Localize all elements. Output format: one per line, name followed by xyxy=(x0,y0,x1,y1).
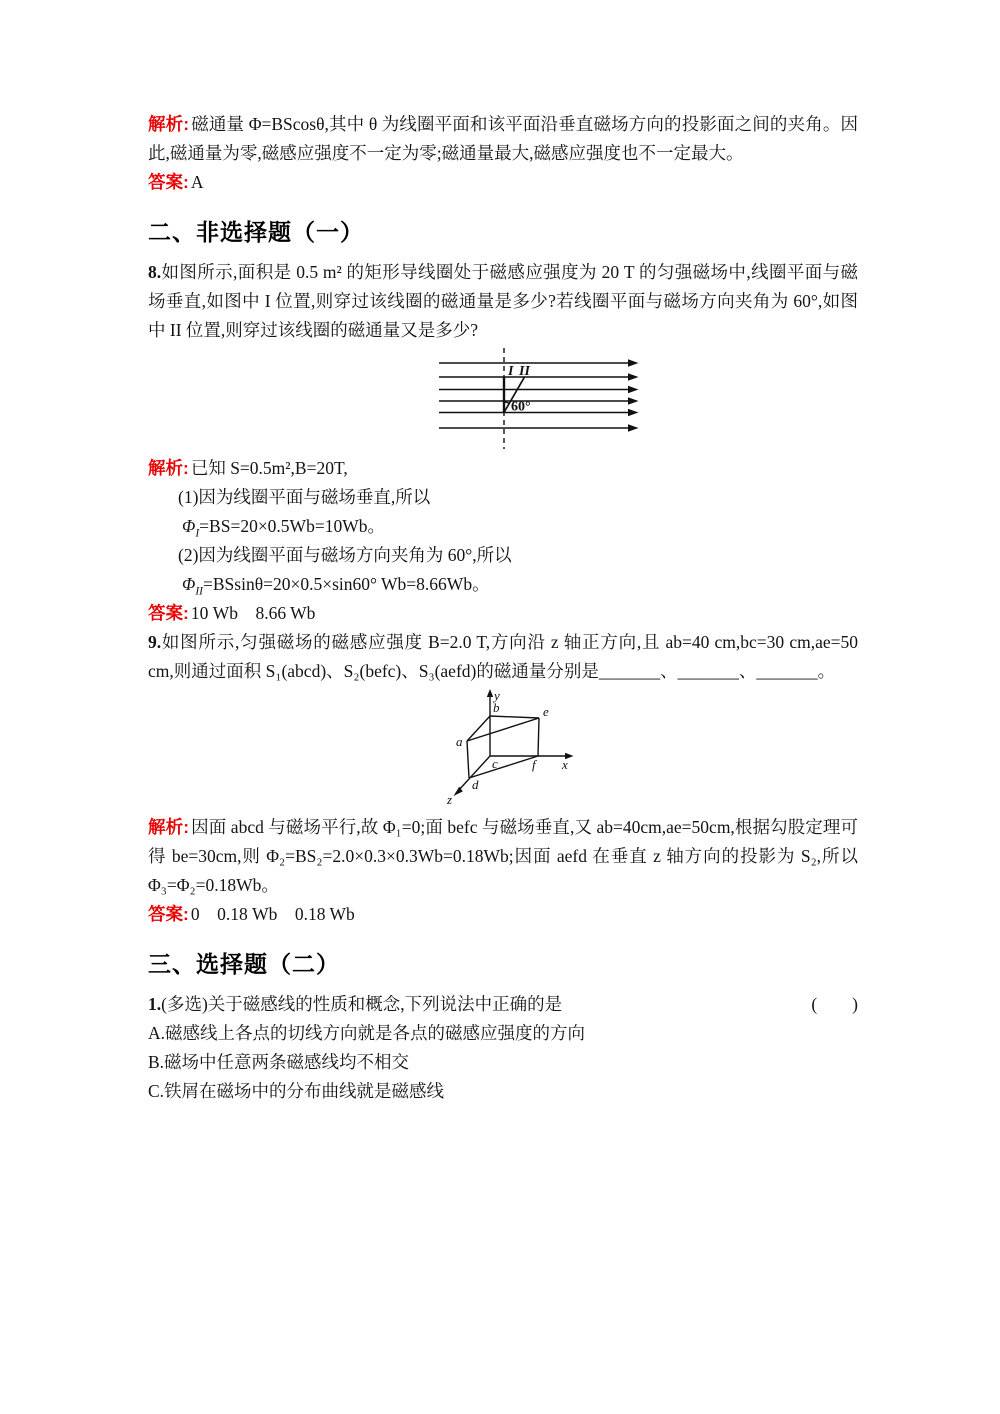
question-1-prefix: (多选) xyxy=(161,994,208,1014)
y-axis-arrow xyxy=(487,689,493,697)
q9-answer-line xyxy=(148,900,858,929)
q9-analysis-text: 因面 abcd 与磁场平行,故 Φ₁=0;面 befc 与磁场垂直,又 ab=40cm,ae=50cm,根据勾股定理可得 be=30cm,则 Φ₂=BS₂=2.0×0.3×0.3Wb=0.18Wb;因面 aefd 在垂直 z 轴方向的投影为 S₂,所以 Φ₃=Φ₂=0.18Wb。 xyxy=(148,817,858,895)
analysis-block-top xyxy=(148,110,858,168)
q9-analysis-block xyxy=(148,813,858,900)
q9-box-diagram xyxy=(432,688,584,810)
analysis-label: 解析: xyxy=(148,817,190,837)
q8-field-diagram xyxy=(431,348,646,449)
answer-bracket: ( ) xyxy=(811,994,858,1014)
question-9 xyxy=(148,628,858,686)
question-8-number: 8. xyxy=(148,262,162,282)
phi-subscript: II xyxy=(195,585,203,598)
answer-line-top xyxy=(148,168,858,197)
q8-solution-step1: (1)因为线圈平面与磁场垂直,所以 xyxy=(178,487,431,507)
q8-analysis-line xyxy=(148,454,858,483)
q8-solution-formula2 xyxy=(148,570,858,599)
z-axis-label: z xyxy=(447,792,453,807)
q9-answer-text: 0 0.18 Wb 0.18 Wb xyxy=(190,904,355,924)
analysis-label: 解析: xyxy=(148,458,189,478)
vertex-label-b: b xyxy=(493,700,500,715)
analysis-label: 解析: xyxy=(148,114,190,134)
phi-subscript: I xyxy=(195,527,200,540)
angle-label: 60° xyxy=(511,399,531,415)
question-1-number: 1. xyxy=(148,994,162,1014)
phi-symbol: Φ xyxy=(182,516,196,536)
answer-label: 答案: xyxy=(148,172,189,192)
option-a: A.磁感线上各点的切线方向就是各点的磁感应强度的方向 xyxy=(148,1023,586,1043)
question-1-stem xyxy=(148,990,562,1019)
y-axis-label: y xyxy=(494,688,500,703)
question-8 xyxy=(148,258,858,345)
vertex-label-c: c xyxy=(492,756,498,771)
answer-label: 答案: xyxy=(148,904,189,924)
q8-answer-line xyxy=(148,599,858,628)
question-1 xyxy=(148,990,858,1019)
formula-rest: =BSsinθ=20×0.5×sin60° Wb=8.66Wb。 xyxy=(203,574,490,594)
vertex-label-f: f xyxy=(532,757,536,772)
analysis-text: 磁通量 Φ=BScosθ,其中 θ 为线圈平面和该平面沿垂直磁场方向的投影面之间的夹角。因此,磁通量为零,磁感应强度不一定为零;磁通量最大,磁感应强度也不一定最大。 xyxy=(148,114,858,163)
answer-label: 答案: xyxy=(148,603,189,623)
q8-analysis-intro: 已知 S=0.5m²,B=20T, xyxy=(190,458,348,478)
question-8-text: 如图所示,面积是 0.5 m² 的矩形导线圈处于磁感应强度为 20 T 的匀强磁场中,线圈平面与磁场垂直,如图中 I 位置,则穿过该线圈的磁通量是多少?若线圈平面与磁场方向夹角为 60°,如图中 II 位置,则穿过该线圈的磁通量又是多少? xyxy=(148,262,858,340)
phi-symbol: Φ xyxy=(182,574,196,594)
question-9-text: 如图所示,匀强磁场的磁感应强度 B=2.0 T,方向沿 z 轴正方向,且 ab=40 cm,bc=30 cm,ae=50 cm,则通过面积 S₁(abcd)、S₂(befc)、S₃(aefd)的磁通量分别是_______、_______、_______。 xyxy=(148,632,858,681)
vertex-label-e: e xyxy=(543,704,549,719)
position-label-II: II xyxy=(519,364,530,379)
formula-rest: =BS=20×0.5Wb=10Wb。 xyxy=(199,516,385,536)
option-b: B.磁场中任意两条磁感线均不相交 xyxy=(148,1052,410,1072)
question-9-number: 9. xyxy=(148,632,162,652)
section-title-3: 三、选择题（二） xyxy=(148,952,340,977)
vertex-label-a: a xyxy=(456,734,463,749)
option-c: C.铁屑在磁场中的分布曲线就是磁感线 xyxy=(148,1081,445,1101)
q8-solution-formula1 xyxy=(148,512,858,541)
q8-answer-text: 10 Wb 8.66 Wb xyxy=(190,603,316,623)
x-axis-label: x xyxy=(562,757,568,772)
vertex-label-d: d xyxy=(472,777,479,792)
question-1-text: 关于磁感线的性质和概念,下列说法中正确的是 xyxy=(207,994,563,1014)
position-label-I: I xyxy=(508,364,514,379)
section-title-2: 二、非选择题（一） xyxy=(148,220,364,245)
q8-solution-step2: (2)因为线圈平面与磁场方向夹角为 60°,所以 xyxy=(178,545,512,565)
answer-text: A xyxy=(190,172,204,192)
